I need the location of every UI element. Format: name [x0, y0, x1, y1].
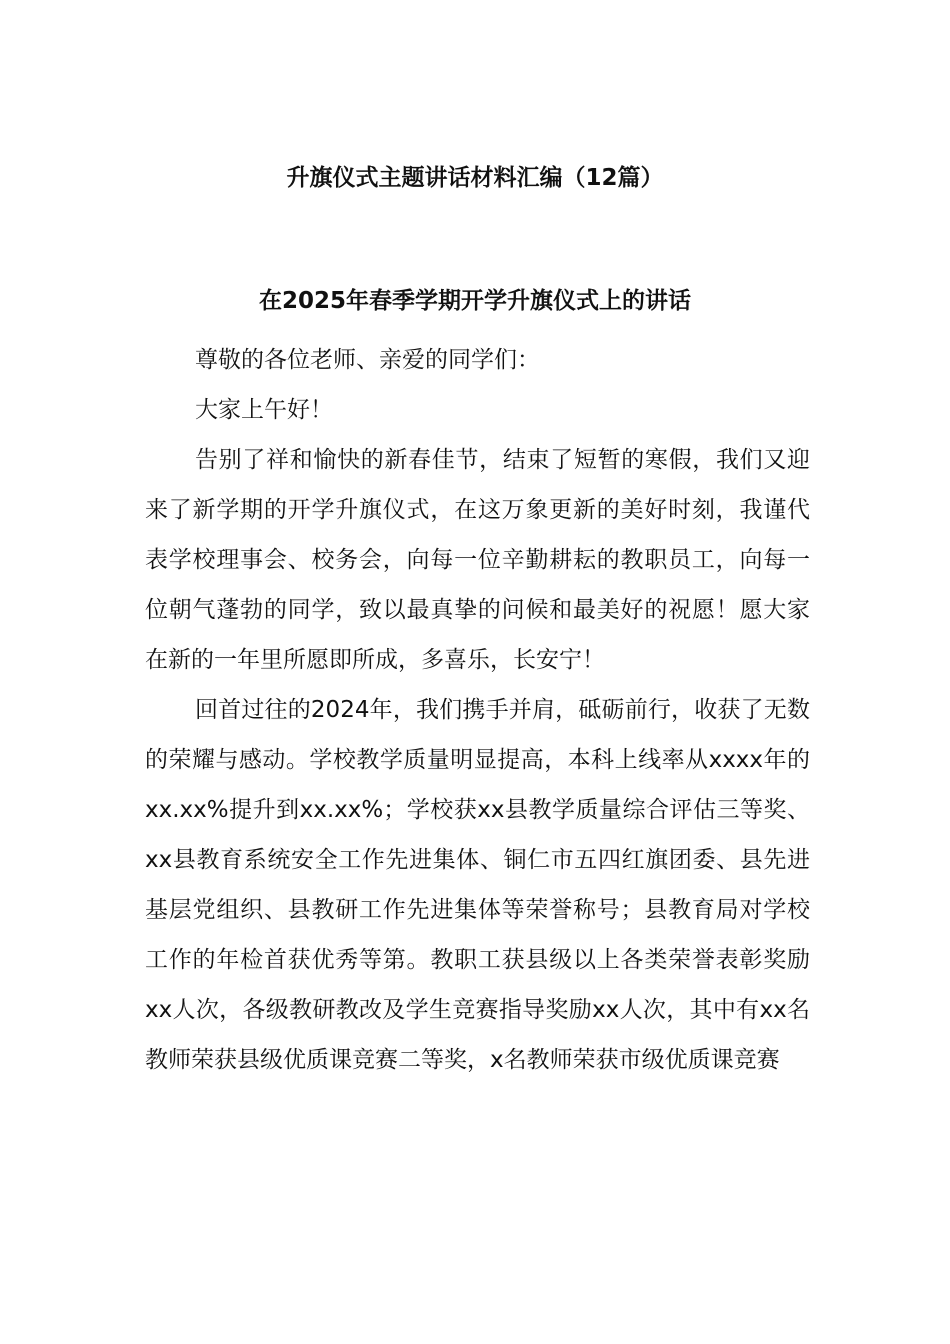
- speech-title: 在2025年春季学期开学升旗仪式上的讲话: [258, 288, 691, 314]
- speech-body: [145, 335, 810, 1085]
- document-title: 升旗仪式主题讲话材料汇编（12篇）: [286, 165, 664, 191]
- greeting-paragraph: 大家上午好！: [195, 397, 333, 423]
- salutation-paragraph: 尊敬的各位老师、亲爱的同学们：: [195, 347, 540, 373]
- opening-paragraph: 告别了祥和愉快的新春佳节，结束了短暂的寒假，我们又迎来了新学期的开学升旗仪式，在这万象更新的美好时刻，我谨代表学校理事会、校务会，向每一位辛勤耕耘的教职员工，向每一位朝气蓬勃的同学，致以最真挚的问候和最美好的祝愿！愿大家在新的一年里所愿即所成，多喜乐，长安宁！: [145, 447, 810, 673]
- review-paragraph: 回首过往的2024年，我们携手并肩，砥砺前行，收获了无数的荣耀与感动。学校教学质量明显提高，本科上线率从xxxx年的xx.xx%提升到xx.xx%；学校获xx县教学质量综合评估三等奖、xx县教育系统安全工作先进集体、铜仁市五四红旗团委、县先进基层党组织、县教研工作先进集体等荣誉称号；县教育局对学校工作的年检首获优秀等第。教职工获县级以上各类荣誉表彰奖励xx人次，各级教研教改及学生竞赛指导奖励xx人次，其中有xx名教师荣获县级优质课竞赛二等奖，x名教师荣获市级优质课竞赛: [145, 697, 810, 1073]
